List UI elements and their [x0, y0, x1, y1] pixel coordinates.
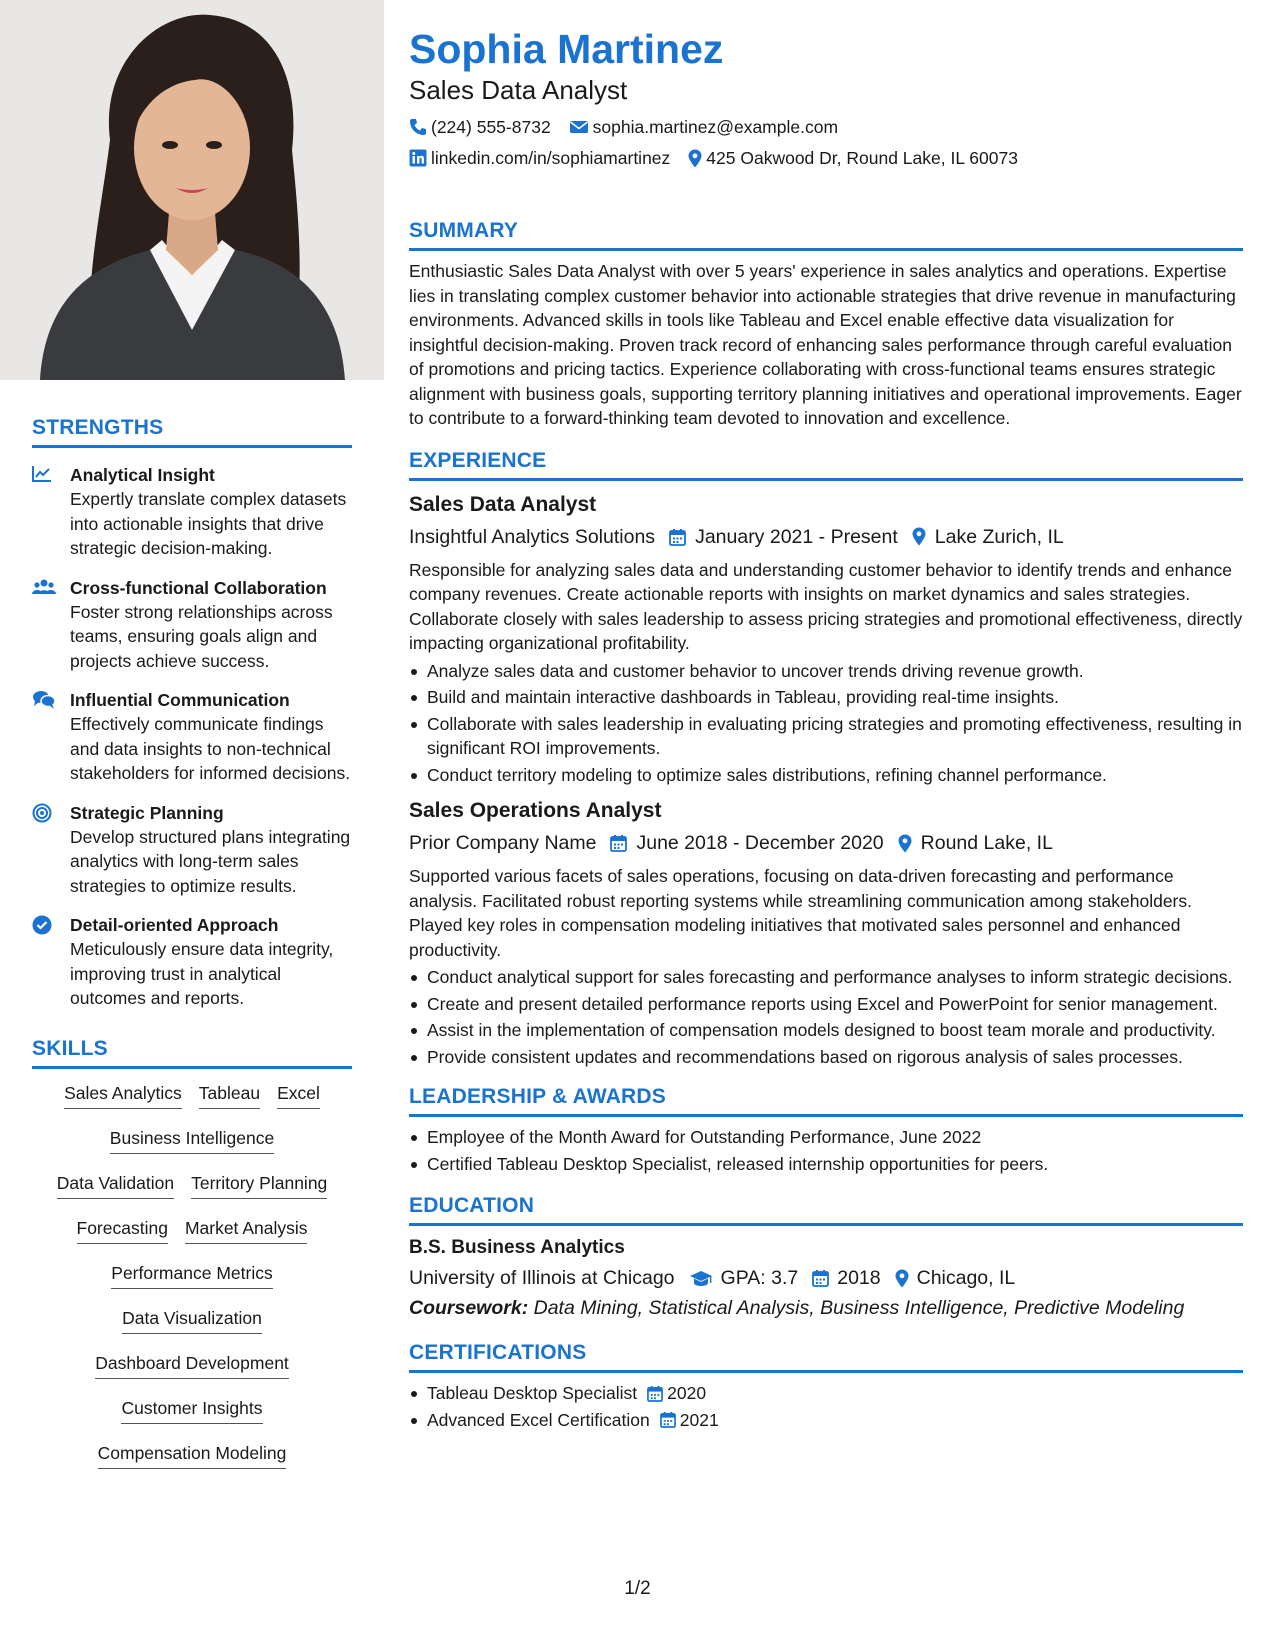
map-pin-icon	[688, 149, 702, 168]
school-name: University of Illinois at Chicago	[409, 1267, 675, 1289]
skill-tag: Forecasting	[77, 1216, 168, 1244]
education-section	[409, 1194, 1243, 1321]
leadership-section	[409, 1085, 1243, 1176]
calendar-icon	[812, 1269, 829, 1287]
job-dates: January 2021 - Present	[695, 525, 898, 548]
phone-icon	[409, 118, 427, 136]
contact-row	[409, 147, 1243, 169]
summary-text: Enthusiastic Sales Data Analyst with over 5 years' experience in sales analytics and operations. Expertise lies in translating complex customer behavior into actionable strategies that drive revenue in manufacturing environments. Advanced skills in tools like Tableau and Excel enable effective data visualization for insightful decision-making. Proven track record of enhancing sales performance through careful evaluation of promotions and pricing tactics. Experience collaborating with cross-functional teams ensures strategic alignment with business goals, supporting territory planning initiatives and operational improvements. Eager to contribute to a forward-thinking team devoted to innovation and excellence.	[409, 261, 1242, 428]
cert-year: 2021	[679, 1409, 719, 1430]
strength-title: Detail-oriented Approach	[70, 915, 279, 935]
degree: B.S. Business Analytics	[409, 1237, 625, 1258]
candidate-name: Sophia Martinez	[409, 26, 724, 72]
cert-name: Advanced Excel Certification	[427, 1409, 650, 1430]
job-bullets	[409, 659, 1243, 788]
calendar-icon	[660, 1411, 676, 1428]
strength-desc: Develop structured plans integrating analytics with long-term sales strategies to optimize results.	[70, 826, 351, 896]
list-item	[409, 1408, 1243, 1433]
users-icon	[32, 576, 70, 674]
skill-tag: Excel	[277, 1081, 320, 1109]
list-item: Certified Tableau Desktop Specialist, released internship opportunities for peers.	[409, 1152, 1243, 1177]
target-icon	[32, 801, 70, 899]
coursework	[409, 1295, 1243, 1321]
list-item: Build and maintain interactive dashboards in Tableau, providing real-time insights.	[409, 685, 1243, 710]
cert-year: 2020	[667, 1383, 707, 1403]
strength-title: Influential Communication	[70, 690, 290, 710]
map-pin-icon	[912, 527, 926, 546]
profile-photo	[0, 0, 384, 380]
job-location: Round Lake, IL	[920, 832, 1053, 854]
strength-title: Analytical Insight	[70, 465, 215, 485]
calendar-icon	[669, 528, 686, 546]
list-item: Provide consistent updates and recommendations based on rigorous analysis of sales processes.	[409, 1045, 1243, 1070]
experience-heading: EXPERIENCE	[409, 449, 1243, 481]
coursework-label: Coursework:	[409, 1297, 529, 1319]
strength-item	[32, 576, 352, 674]
strength-desc: Expertly translate complex datasets into actionable insights that drive strategic decision-making.	[70, 489, 347, 558]
strength-item	[32, 913, 352, 1011]
phone-number: (224) 555-8732	[431, 116, 551, 137]
school-location: Chicago, IL	[916, 1267, 1016, 1289]
list-item: Collaborate with sales leadership in evaluating pricing strategies and promoting effectiveness, resulting in significant ROI improvements.	[409, 712, 1243, 761]
skill-tag: Compensation Modeling	[98, 1441, 287, 1469]
gpa: GPA: 3.7	[720, 1267, 799, 1289]
experience-section	[409, 449, 1243, 1070]
company-name: Insightful Analytics Solutions	[409, 525, 656, 548]
job-description: Supported various facets of sales operations, focusing on data-driven forecasting and performance analysis. Facilitated robust reporting systems while streamlining communication among stakeholders. Played key roles in compensation modeling initiatives that motivated sales personnel and enhanced productivity.	[409, 866, 1192, 960]
strengths-section	[0, 416, 384, 1011]
skill-tag: Dashboard Development	[95, 1351, 289, 1379]
candidate-role: Sales Data Analyst	[409, 75, 628, 105]
list-item: Conduct territory modeling to optimize sales distributions, refining channel performance.	[409, 763, 1243, 788]
skill-tag: Sales Analytics	[64, 1081, 182, 1109]
check-circle-icon	[32, 913, 70, 1011]
list-item: Analyze sales data and customer behavior to uncover trends driving revenue growth.	[409, 659, 1243, 684]
list-item: Assist in the implementation of compensation models designed to boost team morale and productivity.	[409, 1018, 1243, 1043]
job-title: Sales Operations Analyst	[409, 799, 662, 822]
contact-row	[409, 116, 1243, 138]
leadership-list	[409, 1125, 1243, 1176]
strength-desc: Foster strong relationships across teams, ensuring goals align and projects achieve success.	[70, 601, 333, 671]
chart-line-icon	[32, 463, 70, 561]
job-location: Lake Zurich, IL	[934, 525, 1064, 548]
map-pin-icon	[898, 834, 912, 853]
envelope-icon	[569, 119, 589, 135]
sidebar	[0, 0, 384, 1650]
skills-section	[0, 1037, 384, 1486]
strength-item	[32, 463, 352, 561]
job-meta	[409, 524, 1243, 550]
job-bullets	[409, 965, 1243, 1069]
skill-tag: Market Analysis	[185, 1216, 308, 1244]
job-entry	[409, 797, 1243, 1069]
list-item: Employee of the Month Award for Outstanding Performance, June 2022	[409, 1125, 1243, 1150]
strength-item	[32, 801, 352, 899]
job-description: Responsible for analyzing sales data and understanding customer behavior to identify trends and enhance company revenues. Create actionable reports with insights on market dynamics and sales strategies. Collaborate closely with sales leadership to assess pricing strategies and promotional effectiveness, directly impacting organizational profitability.	[409, 559, 1243, 653]
certifications-heading: CERTIFICATIONS	[409, 1341, 1243, 1373]
comments-icon	[32, 688, 70, 786]
strengths-heading: STRENGTHS	[32, 416, 352, 448]
skill-tag: Customer Insights	[121, 1396, 262, 1424]
linkedin-icon	[409, 149, 427, 167]
job-title: Sales Data Analyst	[409, 492, 597, 516]
education-meta	[409, 1265, 1243, 1291]
summary-section	[409, 219, 1243, 431]
certifications-section	[409, 1341, 1243, 1432]
education-heading: EDUCATION	[409, 1194, 1243, 1226]
strength-item	[32, 688, 352, 786]
skill-tag: Business Intelligence	[110, 1126, 274, 1154]
graduation-cap-icon	[689, 1270, 713, 1287]
calendar-icon	[610, 834, 627, 852]
company-name: Prior Company Name	[409, 832, 597, 854]
email-link[interactable]: sophia.martinez@example.com	[592, 116, 839, 137]
job-dates: June 2018 - December 2020	[636, 832, 884, 854]
skill-tag: Tableau	[199, 1081, 260, 1109]
cert-name: Tableau Desktop Specialist	[427, 1383, 638, 1403]
certifications-list	[409, 1381, 1243, 1432]
strength-desc: Effectively communicate findings and data insights to non-technical stakeholders for informed decisions.	[70, 714, 351, 783]
strength-title: Cross-functional Collaboration	[70, 577, 327, 598]
list-item	[409, 1381, 1243, 1406]
map-pin-icon	[895, 1269, 909, 1288]
strength-desc: Meticulously ensure data integrity, improving trust in analytical outcomes and reports.	[70, 939, 334, 1008]
main-column	[409, 0, 1243, 1432]
job-entry	[409, 491, 1243, 788]
skills-list	[32, 1081, 352, 1486]
strength-title: Strategic Planning	[70, 802, 224, 823]
leadership-heading: LEADERSHIP & AWARDS	[409, 1085, 1243, 1117]
summary-heading: SUMMARY	[409, 219, 1243, 251]
graduation-year: 2018	[837, 1267, 881, 1289]
list-item: Create and present detailed performance reports using Excel and PowerPoint for senior management.	[409, 992, 1243, 1017]
job-meta	[409, 830, 1243, 856]
linkedin-link[interactable]: linkedin.com/in/sophiamartinez	[431, 147, 671, 168]
skill-tag: Performance Metrics	[111, 1261, 272, 1289]
page-number: 1/2	[624, 1578, 651, 1599]
skill-tag: Data Visualization	[122, 1306, 262, 1334]
skill-tag: Territory Planning	[191, 1171, 327, 1199]
skill-tag: Data Validation	[57, 1171, 174, 1199]
address: 425 Oakwood Dr, Round Lake, IL 60073	[706, 147, 1018, 168]
calendar-icon	[647, 1385, 663, 1402]
skills-heading: SKILLS	[32, 1037, 352, 1069]
coursework-list: Data Mining, Statistical Analysis, Business Intelligence, Predictive Modeling	[533, 1297, 1185, 1319]
list-item: Conduct analytical support for sales forecasting and performance analyses to inform strategic decisions.	[409, 965, 1243, 990]
